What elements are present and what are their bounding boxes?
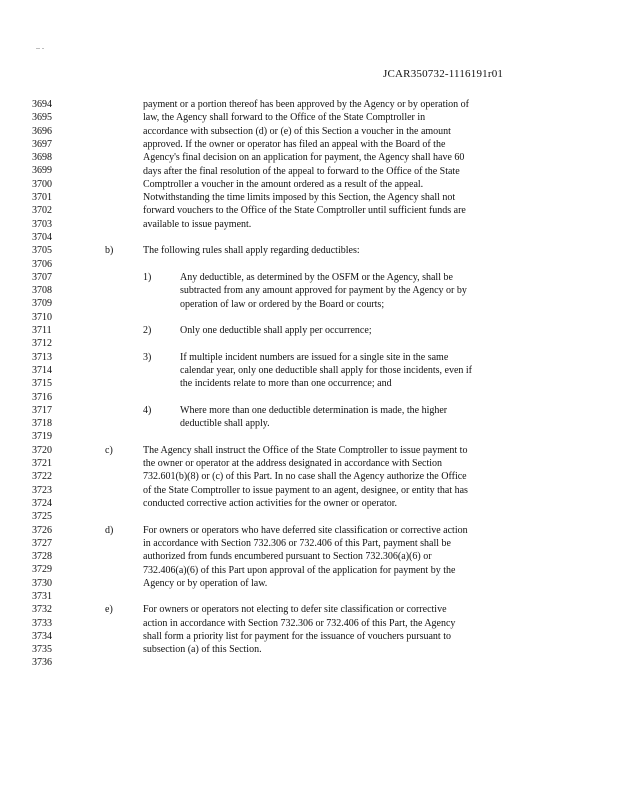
section-b-label: b) xyxy=(105,245,114,257)
item-line: subtracted from any amount approved for payment by the Agency or by xyxy=(180,285,467,297)
line-number: 3731 xyxy=(32,590,52,602)
intro-line: approved. If the owner or operator has filed an appeal with the Board of the xyxy=(143,138,446,150)
section-d-line: authorized from funds encumbered pursuant to Section 732.306(a)(6) or xyxy=(143,551,432,563)
item-line: Where more than one deductible determination is made, the higher xyxy=(180,404,448,416)
section-e-line: For owners or operators not electing to defer site classification or corrective xyxy=(143,604,447,616)
section-d-line: in accordance with Section 732.306 or 732.406 of this Part, payment shall be xyxy=(143,537,451,549)
line-number: 3728 xyxy=(32,551,52,563)
intro-line: days after the final resolution of the appeal to forward to the Office of the State xyxy=(143,165,460,177)
item-label: 3) xyxy=(143,351,152,363)
section-d-label: d) xyxy=(105,524,114,536)
line-number: 3712 xyxy=(32,338,52,350)
line-number: 3723 xyxy=(32,484,52,496)
line-number: 3730 xyxy=(32,577,52,589)
line-number: 3717 xyxy=(32,404,52,416)
line-number: 3720 xyxy=(32,444,52,456)
section-c-line: conducted corrective action activities for the owner or operator. xyxy=(143,498,398,509)
line-number: 3722 xyxy=(32,471,52,483)
line-number: 3729 xyxy=(32,564,52,576)
section-c-label: c) xyxy=(105,444,113,456)
line-number: 3695 xyxy=(32,112,52,124)
section-b-text: The following rules shall apply regarding deductibles: xyxy=(143,245,360,257)
intro-line: accordance with subsection (d) or (e) of this Section a voucher in the amount xyxy=(143,125,451,137)
section-c-line: The Agency shall instruct the Office of the State Comptroller to issue payment to xyxy=(143,444,468,456)
section-e-line: action in accordance with Section 732.306 or 732.406 of this Part, the Agency xyxy=(143,617,456,629)
line-number: 3726 xyxy=(32,524,52,536)
item-line: Only one deductible shall apply per occurrence; xyxy=(180,325,372,337)
line-number: 3714 xyxy=(32,364,52,376)
line-number: 3718 xyxy=(32,418,52,430)
item-line: If multiple incident numbers are issued for a single site in the same xyxy=(180,351,449,363)
intro-line: forward vouchers to the Office of the State Comptroller until sufficient funds are xyxy=(143,205,466,217)
document-header-id: JCAR350732-1116191r01 xyxy=(383,68,504,80)
line-number: 3705 xyxy=(32,245,52,257)
line-number: 3711 xyxy=(32,325,52,337)
line-number: 3719 xyxy=(32,431,52,443)
section-e-line: subsection (a) of this Section. xyxy=(143,644,262,656)
line-number: 3736 xyxy=(32,657,52,669)
line-number: 3721 xyxy=(32,458,52,470)
line-number: 3706 xyxy=(32,258,52,270)
line-number: 3709 xyxy=(32,298,52,310)
line-number: 3703 xyxy=(32,218,52,230)
line-number: 3694 xyxy=(32,99,52,110)
item-label: 4) xyxy=(143,404,152,416)
line-number: 3699 xyxy=(32,165,52,177)
intro-line: available to issue payment. xyxy=(143,218,252,230)
item-label: 1) xyxy=(143,271,152,283)
line-number: 3734 xyxy=(32,630,52,642)
line-number: 3725 xyxy=(32,511,52,523)
line-number: 3702 xyxy=(32,205,52,217)
item-line: operation of law or ordered by the Board or courts; xyxy=(180,298,385,310)
section-e-label: e) xyxy=(105,604,113,616)
line-number: 3701 xyxy=(32,192,52,204)
line-number: 3733 xyxy=(32,617,52,629)
item-line: the incidents relate to more than one occurrence; and xyxy=(180,378,392,390)
section-c-line: the owner or operator at the address designated in accordance with Section xyxy=(143,458,443,470)
line-number-column xyxy=(32,98,62,670)
section-c-line: of the State Comptroller to issue payment to an agent, designee, or entity that has xyxy=(143,484,468,496)
item-label: 2) xyxy=(143,325,152,337)
section-e-line: shall form a priority list for payment for the issuance of vouchers pursuant to xyxy=(143,631,451,642)
item-line: Any deductible, as determined by the OSFM or the Agency, shall be xyxy=(180,271,453,283)
intro-line: Notwithstanding the time limits imposed by this Section, the Agency shall not xyxy=(143,192,456,204)
line-number: 3698 xyxy=(32,152,52,164)
item-line: calendar year, only one deductible shall apply for those incidents, even if xyxy=(180,365,472,376)
intro-line: law, the Agency shall forward to the Office of the State Comptroller in xyxy=(143,112,426,124)
line-number: 3710 xyxy=(32,311,52,323)
item-line: deductible shall apply. xyxy=(180,418,270,430)
corner-mark: .. . xyxy=(36,42,44,51)
line-number: 3707 xyxy=(32,271,52,283)
section-d-line: For owners or operators who have deferred site classification or corrective action xyxy=(143,524,468,536)
line-number: 3727 xyxy=(32,537,52,549)
line-number: 3716 xyxy=(32,391,52,403)
line-number: 3696 xyxy=(32,125,52,137)
line-number: 3724 xyxy=(32,497,52,509)
line-number: 3708 xyxy=(32,285,52,297)
intro-line: Comptroller a voucher in the amount ordered as a result of the appeal. xyxy=(143,178,424,190)
line-number: 3732 xyxy=(32,604,52,616)
line-number: 3697 xyxy=(32,138,52,150)
line-number: 3700 xyxy=(32,178,52,190)
line-number: 3704 xyxy=(32,231,52,243)
section-c-line: 732.601(b)(8) or (c) of this Part. In no case shall the Agency authorize the Office xyxy=(143,471,467,483)
line-number: 3715 xyxy=(32,378,52,390)
intro-line: Agency's final decision on an application for payment, the Agency shall have 60 xyxy=(143,152,465,164)
intro-line: payment or a portion thereof has been approved by the Agency or by operation of xyxy=(143,99,470,110)
section-d-line: 732.406(a)(6) of this Part upon approval of the application for payment by the xyxy=(143,564,456,576)
line-number: 3735 xyxy=(32,644,52,656)
line-number: 3713 xyxy=(32,351,52,363)
section-d-line: Agency or by operation of law. xyxy=(143,577,268,589)
